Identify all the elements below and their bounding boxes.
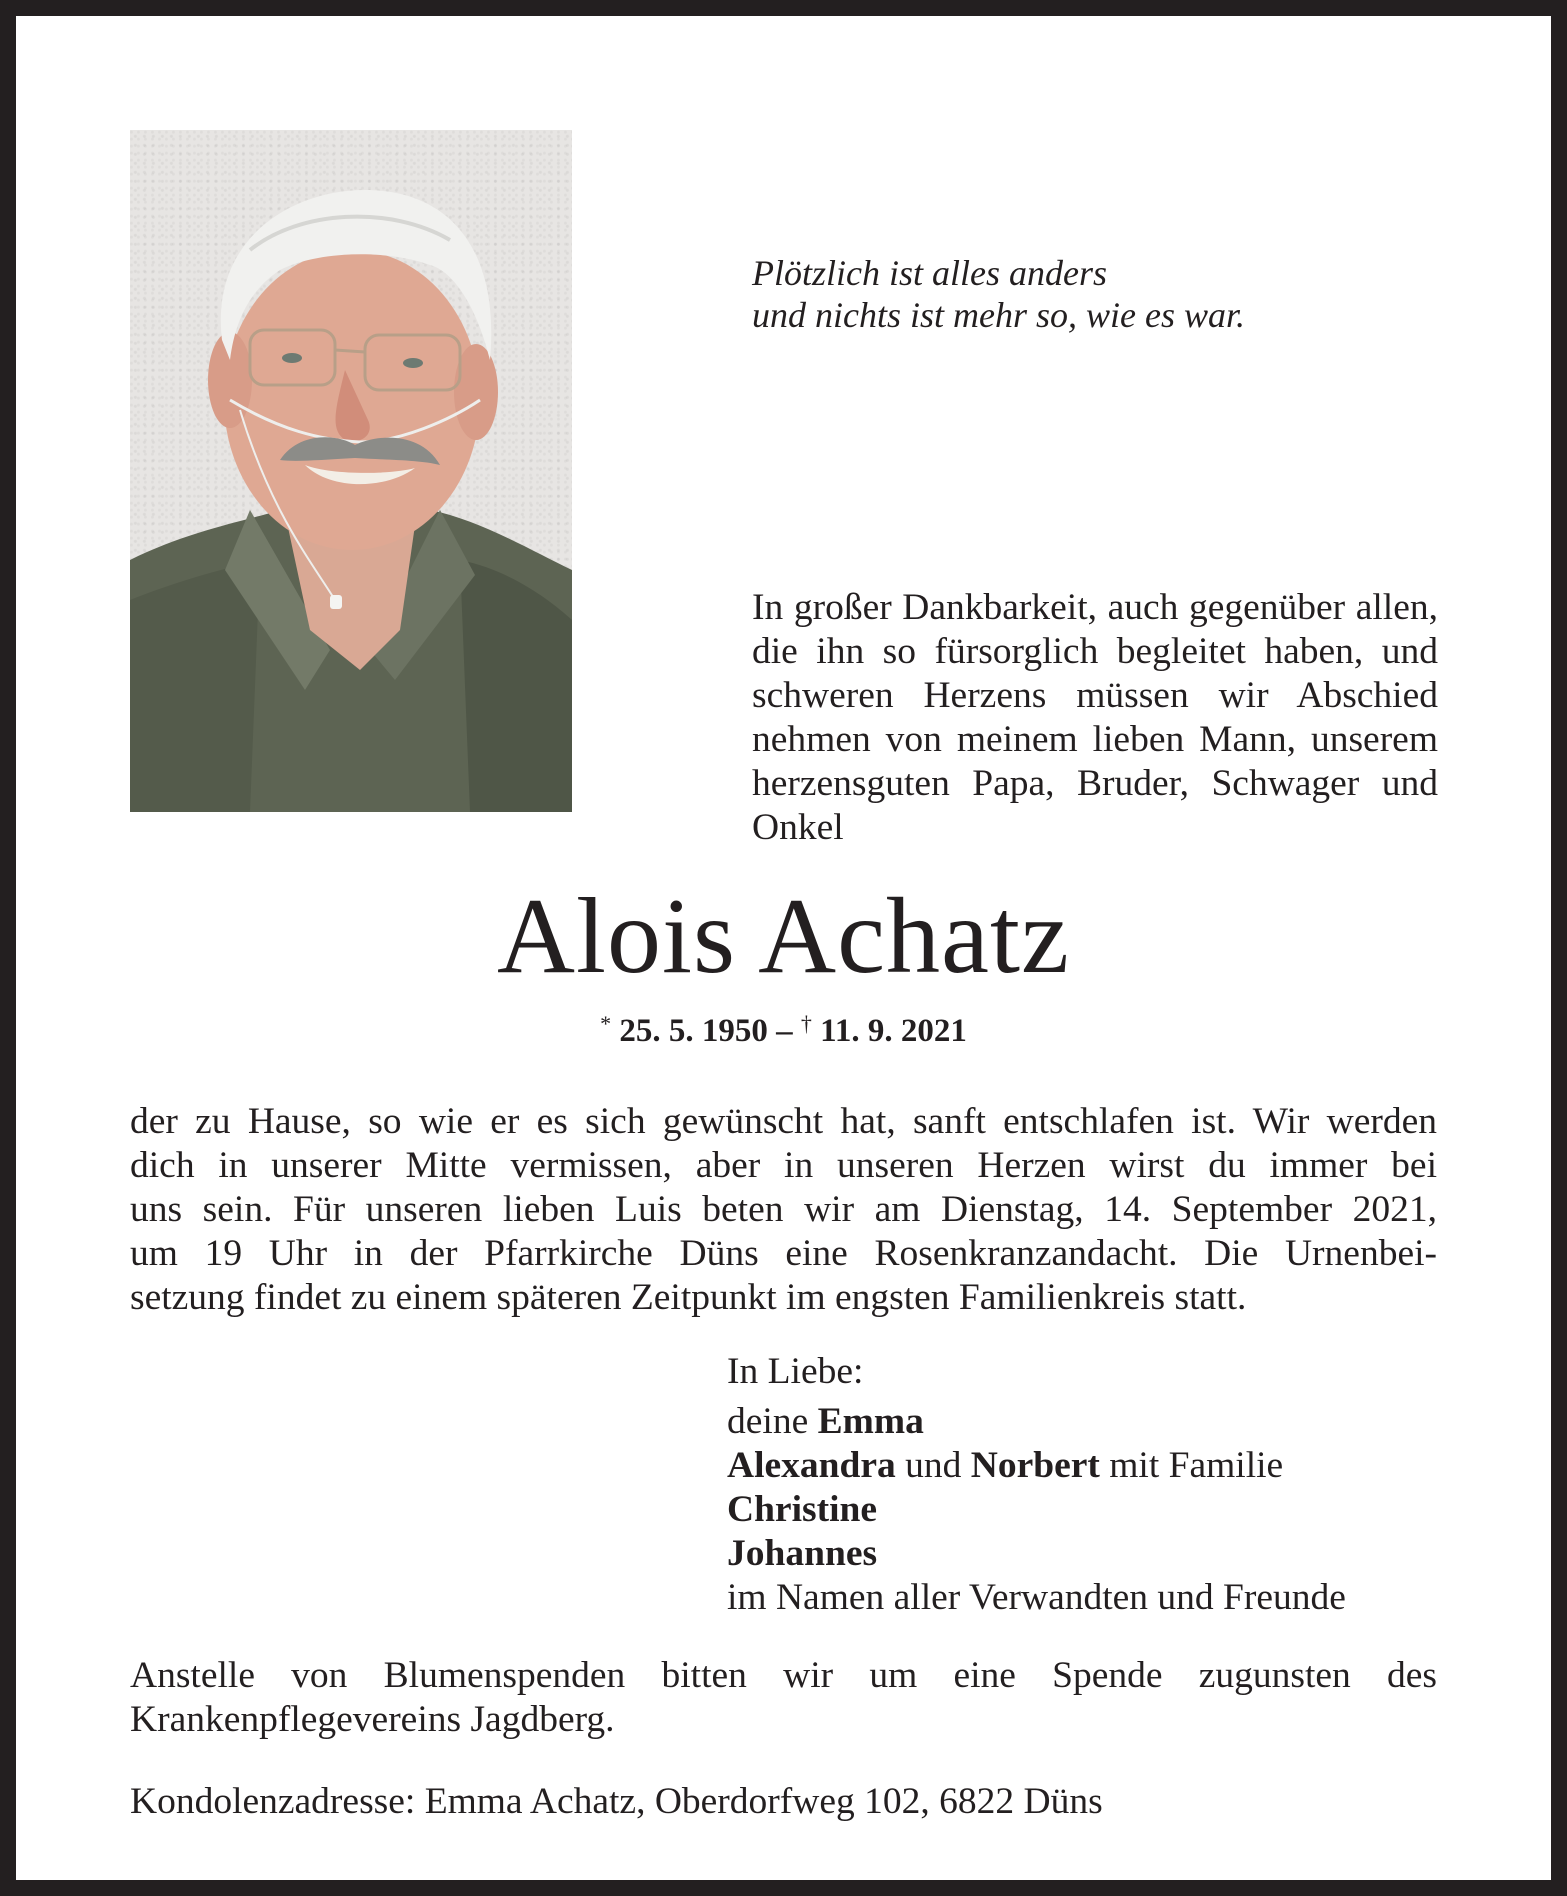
signoff-block <box>727 1350 1346 1620</box>
portrait-photo <box>130 130 572 812</box>
body-line: uns sein. Für unseren lieben Luis beten wir am Dienstag, 14. September 2021, <box>130 1189 1437 1230</box>
donation-request: Anstelle von Blumenspenden bitten wir um eine Spende zugunsten des Krankenpflegevereins Jagdberg. <box>130 1655 1437 1740</box>
signoff-greeting: In Liebe: <box>727 1351 864 1392</box>
mourner-name: Johannes <box>727 1533 878 1574</box>
signoff-line <box>727 1400 1346 1444</box>
signoff-text: deine <box>727 1401 818 1442</box>
signoff-line <box>727 1444 1346 1488</box>
mourner-name: Emma <box>817 1401 924 1442</box>
mourner-name: Norbert <box>970 1445 1100 1486</box>
birth-star-icon: * <box>600 1011 612 1036</box>
death-date: 11. 9. 2021 <box>820 1013 967 1049</box>
poem-line: und nichts ist mehr so, wie es war. <box>752 295 1246 335</box>
signoff-text: und <box>895 1445 971 1486</box>
poem-line: Plötzlich ist alles anders <box>752 253 1107 293</box>
signoff-text: mit Familie <box>1099 1445 1284 1486</box>
portrait-illustration <box>130 130 572 812</box>
body-line: um 19 Uhr in der Pfarrkirche Düns eine Rosenkranzandacht. Die Urnenbei- <box>130 1233 1437 1274</box>
deceased-name: Alois Achatz <box>497 877 1070 996</box>
mourner-name: Alexandra <box>727 1445 896 1486</box>
birth-date: 25. 5. 1950 <box>619 1013 768 1049</box>
obituary-page <box>16 16 1551 1880</box>
death-cross-icon: † <box>800 1011 812 1036</box>
body-paragraph <box>130 1100 1437 1320</box>
condolence-address: Kondolenzadresse: Emma Achatz, Oberdorfweg 102, 6822 Düns <box>130 1781 1103 1822</box>
signoff-line <box>727 1532 1346 1576</box>
date-separator: – <box>776 1013 801 1049</box>
body-line: der zu Hause, so wie er es sich gewünscht hat, sanft entschlafen ist. Wir werden <box>130 1101 1437 1142</box>
signoff-line <box>727 1488 1346 1532</box>
mourner-name: Christine <box>727 1489 877 1530</box>
life-dates <box>130 1006 1437 1049</box>
body-line: setzung findet zu einem späteren Zeitpunkt im engsten Familienkreis statt. <box>130 1277 1247 1318</box>
body-line: dich in unserer Mitte vermissen, aber in unseren Herzen wirst du immer bei <box>130 1145 1437 1186</box>
poem <box>752 252 1245 336</box>
intro-paragraph: In großer Dankbarkeit, auch gegenüber allen, die ihn so fürsorglich begleitet haben, und schweren Herzens müssen wir Abschied nehmen von meinem lieben Mann, unserem herzensguten Papa, Bruder, Schwager und Onkel <box>752 587 1438 848</box>
signoff-line: im Namen aller Verwandten und Freunde <box>727 1577 1346 1618</box>
